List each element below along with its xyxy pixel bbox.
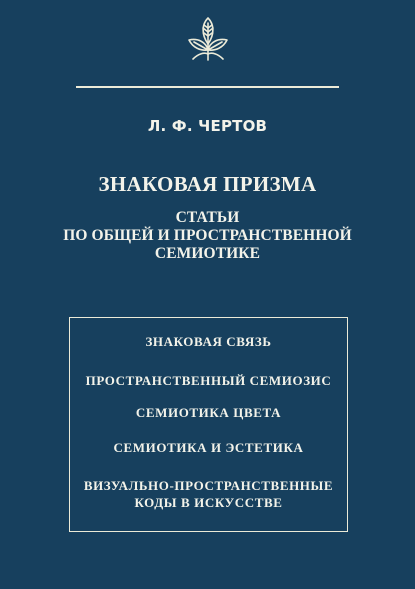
divider-rule xyxy=(76,86,339,88)
contents-item: СЕМИОТИКА ЦВЕТА xyxy=(135,405,282,420)
contents-item: ВИЗУАЛЬНО-ПРОСТРАНСТВЕННЫЕ xyxy=(83,478,334,493)
contents-item: КОДЫ В ИСКУССТВЕ xyxy=(134,495,283,510)
subtitle-line: СЕМИОТИКЕ xyxy=(154,245,261,262)
book-title: ЗНАКОВАЯ ПРИЗМА xyxy=(98,172,317,196)
author-name: Л. Ф. ЧЕРТОВ xyxy=(147,117,268,135)
book-subtitle xyxy=(0,209,415,263)
contents-item: ПРОСТРАНСТВЕННЫЙ СЕМИОЗИС xyxy=(85,373,332,388)
contents-item: ЗНАКОВАЯ СВЯЗЬ xyxy=(145,334,272,349)
contents-box xyxy=(69,317,348,532)
subtitle-line: СТАТЬИ xyxy=(175,209,240,226)
leaf-branch-icon xyxy=(184,14,232,70)
subtitle-line: ПО ОБЩЕЙ И ПРОСТРАНСТВЕННОЙ xyxy=(63,227,352,244)
contents-item: СЕМИОТИКА И ЭСТЕТИКА xyxy=(113,440,304,455)
